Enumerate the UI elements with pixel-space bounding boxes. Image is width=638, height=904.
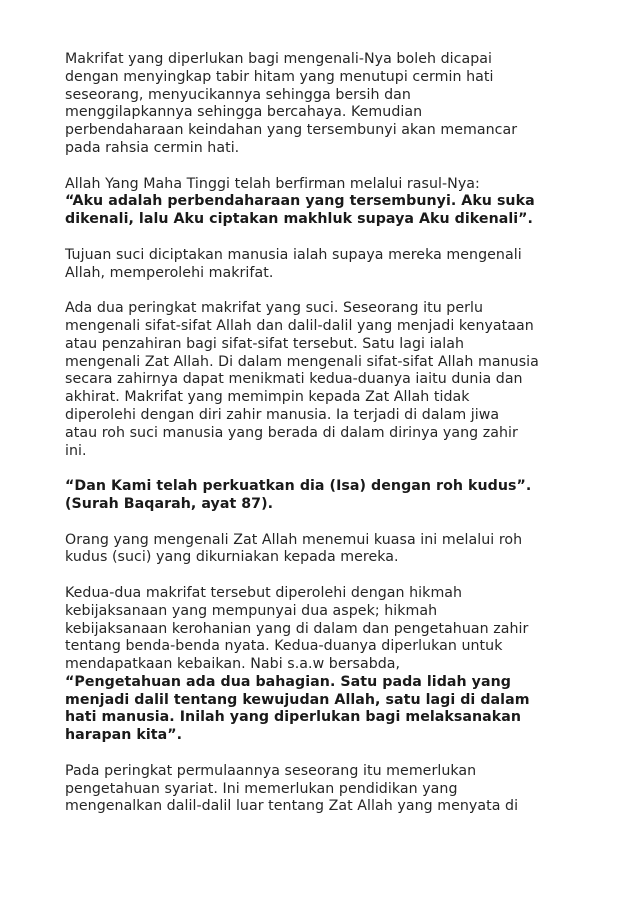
quote-line: “Dan Kami telah perkuatkan dia (Isa) dengan roh kudus”. bbox=[65, 478, 532, 495]
text-line: diperolehi dengan diri zahir manusia. Ia terjadi di dalam jiwa bbox=[65, 406, 500, 423]
text-line: secara zahirnya dapat menikmati kedua-duanya iaitu dunia dan bbox=[65, 371, 523, 388]
text-line: perbendaharaan keindahan yang tersembunyi akan memancar bbox=[65, 122, 518, 139]
text-line: seseorang, menyucikannya sehingga bersih dan bbox=[65, 86, 411, 103]
text-line: atau roh suci manusia yang berada di dalam dirinya yang zahir bbox=[65, 424, 518, 441]
paragraph bbox=[65, 247, 575, 283]
quote-line: (Surah Baqarah, ayat 87). bbox=[65, 495, 274, 512]
text-line: mengenali sifat-sifat Allah dan dalil-dalil yang menjadi kenyataan bbox=[65, 317, 534, 334]
text-line: kebijaksanaan kerohanian yang di dalam dan pengetahuan zahir bbox=[65, 620, 529, 637]
paragraph bbox=[65, 585, 575, 745]
quote-line: “Aku adalah perbendaharaan yang tersembunyi. Aku suka bbox=[65, 193, 535, 210]
text-line: Tujuan suci diciptakan manusia ialah supaya mereka mengenali bbox=[65, 246, 522, 263]
text-line: Orang yang mengenali Zat Allah menemui kuasa ini melalui roh bbox=[65, 531, 523, 548]
quote-line: harapan kita”. bbox=[65, 727, 183, 744]
text-line: Pada peringkat permulaannya seseorang itu memerlukan bbox=[65, 762, 477, 779]
paragraph bbox=[65, 51, 575, 158]
text-line: pada rahsia cermin hati. bbox=[65, 139, 240, 156]
text-line: kudus (suci) yang dikurniakan kepada mereka. bbox=[65, 549, 399, 566]
quote-line: menjadi dalil tentang kewujudan Allah, satu lagi di dalam bbox=[65, 691, 530, 708]
text-line: dengan menyingkap tabir hitam yang menutupi cermin hati bbox=[65, 68, 494, 85]
text-line: atau penzahiran bagi sifat-sifat tersebut. Satu lagi ialah bbox=[65, 335, 465, 352]
text-line: menggilapkannya sehingga bercahaya. Kemudian bbox=[65, 104, 423, 121]
text-line: mendapatkaan kebaikan. Nabi s.a.w bersabda, bbox=[65, 656, 401, 673]
text-line: Kedua-dua makrifat tersebut diperolehi dengan hikmah bbox=[65, 584, 463, 601]
text-line: kebijaksanaan yang mempunyai dua aspek; hikmah bbox=[65, 602, 438, 619]
text-line: Makrifat yang diperlukan bagi mengenali-Nya boleh dicapai bbox=[65, 51, 493, 67]
text-line: mengenalkan dalil-dalil luar tentang Zat Allah yang menyata di bbox=[65, 798, 519, 815]
text-line: Allah Yang Maha Tinggi telah berfirman melalui rasul-Nya: bbox=[65, 175, 480, 192]
text-line: mengenali Zat Allah. Di dalam mengenali sifat-sifat Allah manusia bbox=[65, 353, 539, 370]
text-line: tentang benda-benda nyata. Kedua-duanya diperlukan untuk bbox=[65, 638, 503, 655]
quote-line: dikenali, lalu Aku ciptakan makhluk supaya Aku dikenali”. bbox=[65, 211, 533, 228]
text-line: pengetahuan syariat. Ini memerlukan pendidikan yang bbox=[65, 780, 458, 797]
quote-line: “Pengetahuan ada dua bahagian. Satu pada lidah yang bbox=[65, 673, 511, 690]
paragraph bbox=[65, 763, 575, 816]
paragraph bbox=[65, 478, 575, 514]
text-line: ini. bbox=[65, 442, 87, 459]
paragraph bbox=[65, 300, 575, 460]
paragraph bbox=[65, 176, 575, 229]
text-line: Allah, memperolehi makrifat. bbox=[65, 264, 274, 281]
text-line: akhirat. Makrifat yang memimpin kepada Zat Allah tidak bbox=[65, 389, 470, 406]
quote-line: hati manusia. Inilah yang diperlukan bagi melaksanakan bbox=[65, 709, 522, 726]
paragraph bbox=[65, 532, 575, 568]
document-page bbox=[65, 51, 575, 834]
text-line: Ada dua peringkat makrifat yang suci. Seseorang itu perlu bbox=[65, 300, 484, 317]
